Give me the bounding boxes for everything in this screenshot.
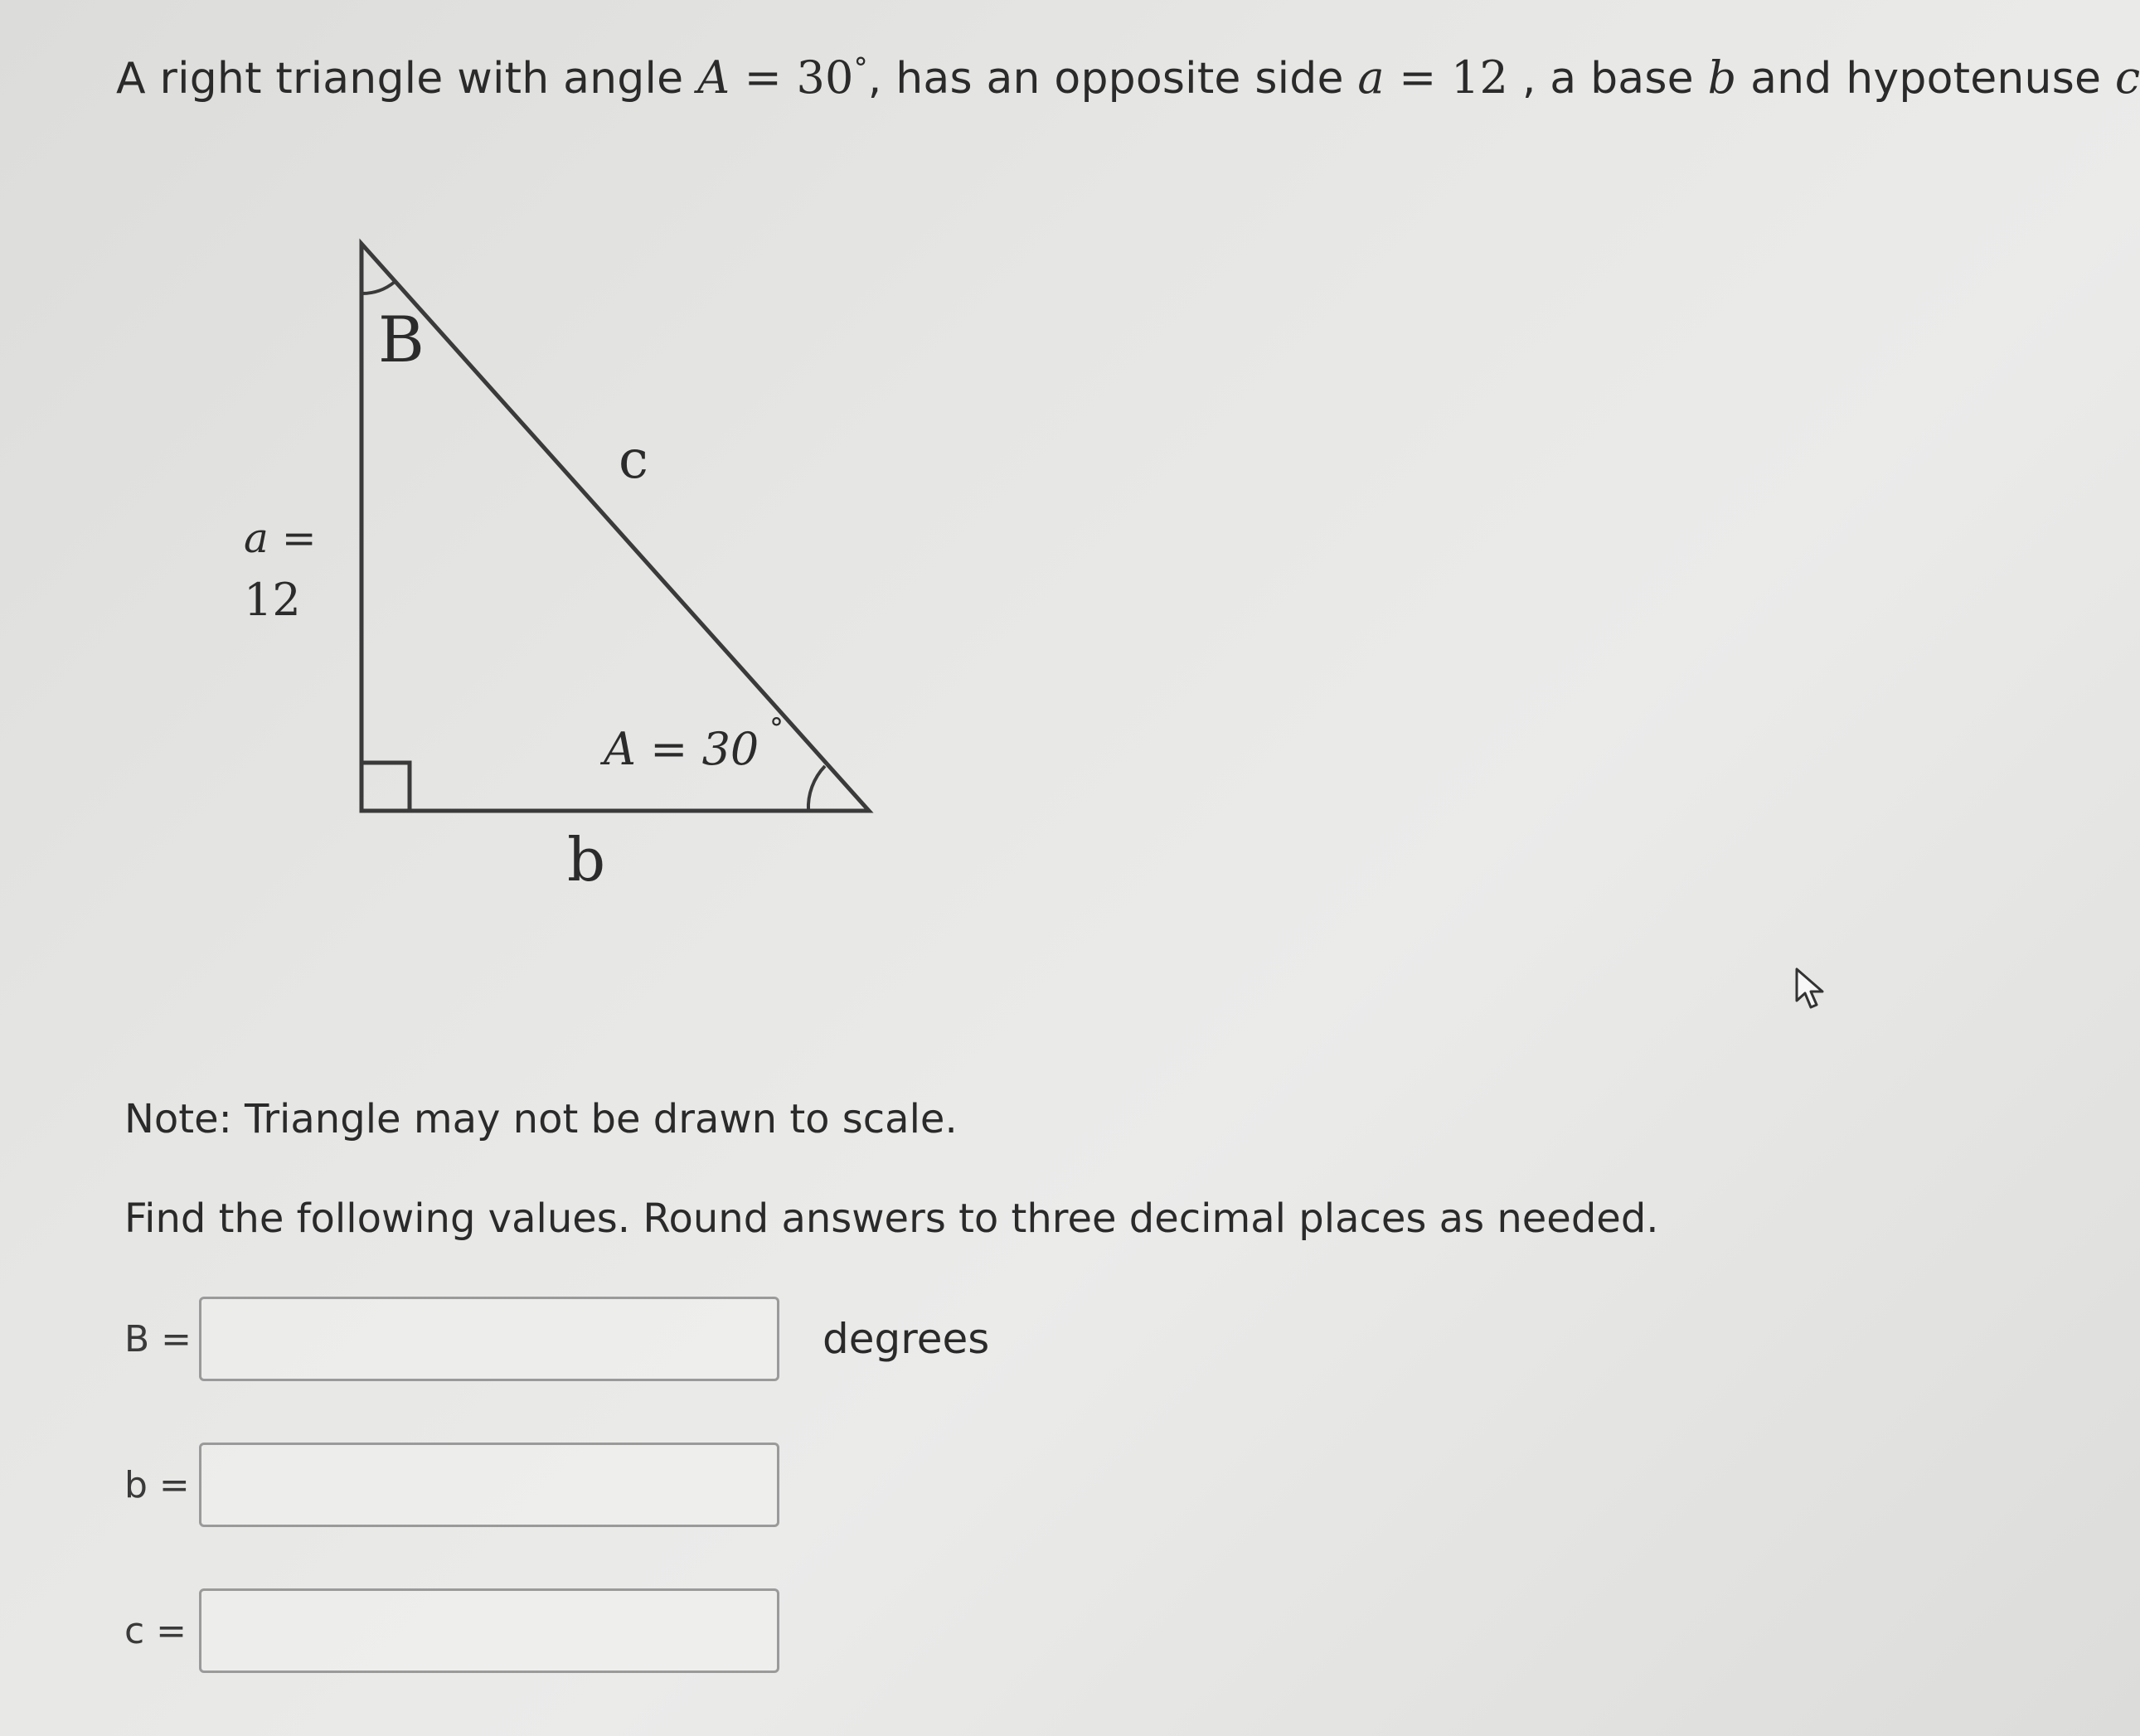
hypotenuse-variable: c xyxy=(2114,51,2140,104)
angle-a-label: A = 30 xyxy=(604,723,759,775)
side-a-label-line1: a = xyxy=(244,514,317,562)
angle-variable: A xyxy=(697,51,730,104)
degrees-unit-label: degrees xyxy=(823,1315,990,1363)
question-mid: , has an opposite side xyxy=(867,54,1358,104)
side-variable: a xyxy=(1357,51,1385,104)
vertex-b-label: B xyxy=(378,303,425,376)
mouse-pointer-icon xyxy=(1793,967,1830,1011)
answer-label-side-b: b = xyxy=(124,1464,190,1506)
base-variable: b xyxy=(1707,51,1737,104)
question-text xyxy=(116,51,2140,104)
answer-label-hypotenuse-c: c = xyxy=(124,1610,187,1652)
instructions-text: Find the following values. Round answers to three decimal places as needed. xyxy=(124,1195,1659,1242)
answer-label-angle-b: B = xyxy=(124,1318,192,1360)
triangle-diagram xyxy=(207,224,920,904)
base-b-label: b xyxy=(567,825,606,895)
question-mid3: and hypotenuse xyxy=(1736,54,2115,104)
side-equals: = 12 xyxy=(1384,51,1509,104)
question-prefix: A right triangle with angle xyxy=(116,54,698,104)
question-mid2: , a base xyxy=(1508,54,1708,104)
hypotenuse-label: c xyxy=(619,429,648,491)
hypotenuse-c-input[interactable] xyxy=(199,1588,779,1673)
right-angle-marker xyxy=(362,763,410,811)
angle-equals: = 30 xyxy=(730,51,854,104)
side-b-input[interactable] xyxy=(199,1443,779,1527)
angle-b-input[interactable] xyxy=(199,1297,779,1381)
angle-b-arc xyxy=(362,282,395,293)
scale-note: Note: Triangle may not be drawn to scale. xyxy=(124,1096,958,1142)
angle-a-degree: ° xyxy=(769,712,784,745)
angle-a-arc xyxy=(808,766,825,811)
side-a-label-line2: 12 xyxy=(244,574,301,626)
degree-symbol: ° xyxy=(853,51,868,85)
